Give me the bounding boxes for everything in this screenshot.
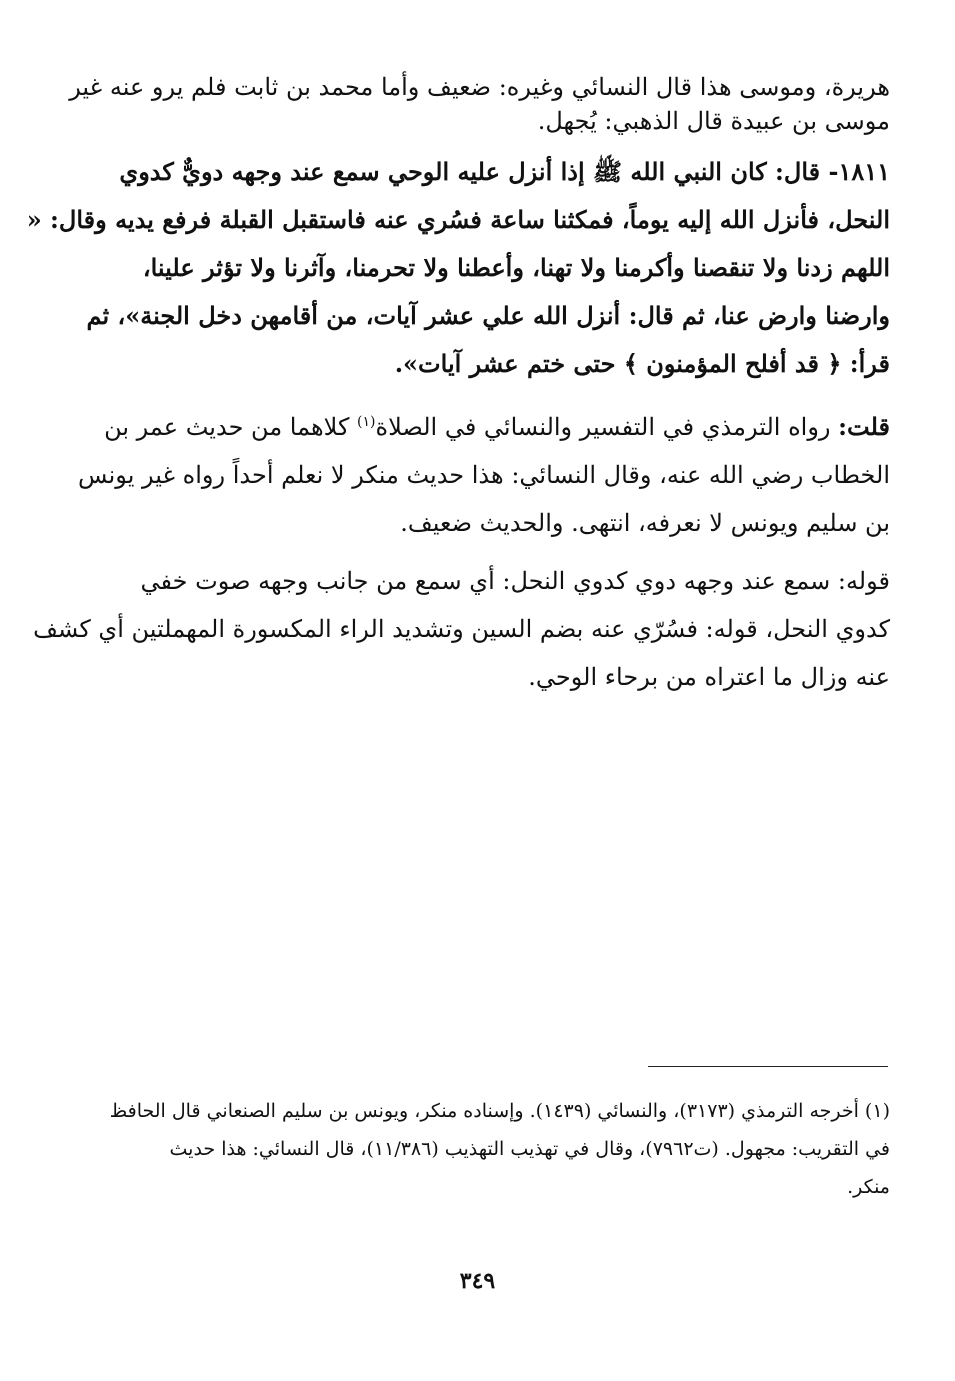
footnotes-section [109,1092,890,1206]
page-number: ٣٤٩ [459,1268,496,1294]
footnote-reference[interactable]: (١) [357,414,376,430]
footnote-line: (١) أخرجه الترمذي (٣١٧٣)، والنسائي (١٤٣٩). وإسناده منكر، ويونس بن سليم الصنعاني قال الحافظ [109,1100,890,1122]
hadith-line: قرأ: ﴿ قد أفلح المؤمنون ﴾ حتى ختم عشر آيات». [394,349,890,378]
footnote-line: في التقريب: مجهول. (ت٧٩٦٢)، وقال في تهذيب التهذيب (١١/٣٨٦)، قال النسائي: هذا حديث [169,1138,890,1160]
commentary-paragraph [78,398,890,547]
footnote-line: منكر. [847,1176,890,1198]
commentary-label: قلت: [838,412,890,441]
page-body [26,70,890,711]
commentary-text: كلاهما من حديث عمر بن [104,413,350,441]
hadith-line: النحل، فأنزل الله إليه يوماً، فمكثنا ساعة فسُري عنه فاستقبل القبلة فرفع يديه وقال: « [26,205,890,234]
hadith-text: - قال: كان النبي الله ﷺ إذا أنزل عليه الوحي سمع عند وجهه دويٌّ كدوي [119,157,839,186]
hadith-line: وارضنا وارض عنا، ثم قال: أنزل الله علي عشر آيات، من أقامهن دخل الجنة»، ثم [86,301,890,330]
hadith-paragraph [26,148,890,388]
commentary-line: الخطاب رضي الله عنه، وقال النسائي: هذا حديث منكر لا نعلم أحداً رواه غير يونس [78,461,890,489]
hadith-line: اللهم زدنا ولا تنقصنا وأكرمنا ولا تهنا، وأعطنا ولا تحرمنا، وآثرنا ولا تؤثر علينا، [142,253,890,282]
explanation-line: عنه وزال ما اعتراه من برحاء الوحي. [528,663,890,691]
commentary-line: بن سليم ويونس لا نعرفه، انتهى. والحديث ضعيف. [400,509,890,537]
hadith-line [100,148,890,196]
commentary-text: رواه الترمذي في التفسير والنسائي في الصلاة [375,413,831,441]
footnote-divider [648,1066,888,1067]
commentary-line [100,398,890,451]
explanation-line: قوله: سمع عند وجهه دوي كدوي النحل: أي سمع من جانب وجهه صوت خفي [140,567,890,595]
intro-paragraph [69,70,890,138]
intro-line: هريرة، وموسى هذا قال النسائي وغيره: ضعيف وأما محمد بن ثابت فلم يرو عنه غير [69,73,890,101]
hadith-number: ١٨١١ [838,157,890,186]
explanation-line: كدوي النحل، قوله: فسُرّي عنه بضم السين وتشديد الراء المكسورة المهملتين أي كشف [33,615,890,643]
explanation-paragraph [33,557,890,701]
intro-line: موسى بن عبيدة قال الذهبي: يُجهل. [537,107,890,135]
